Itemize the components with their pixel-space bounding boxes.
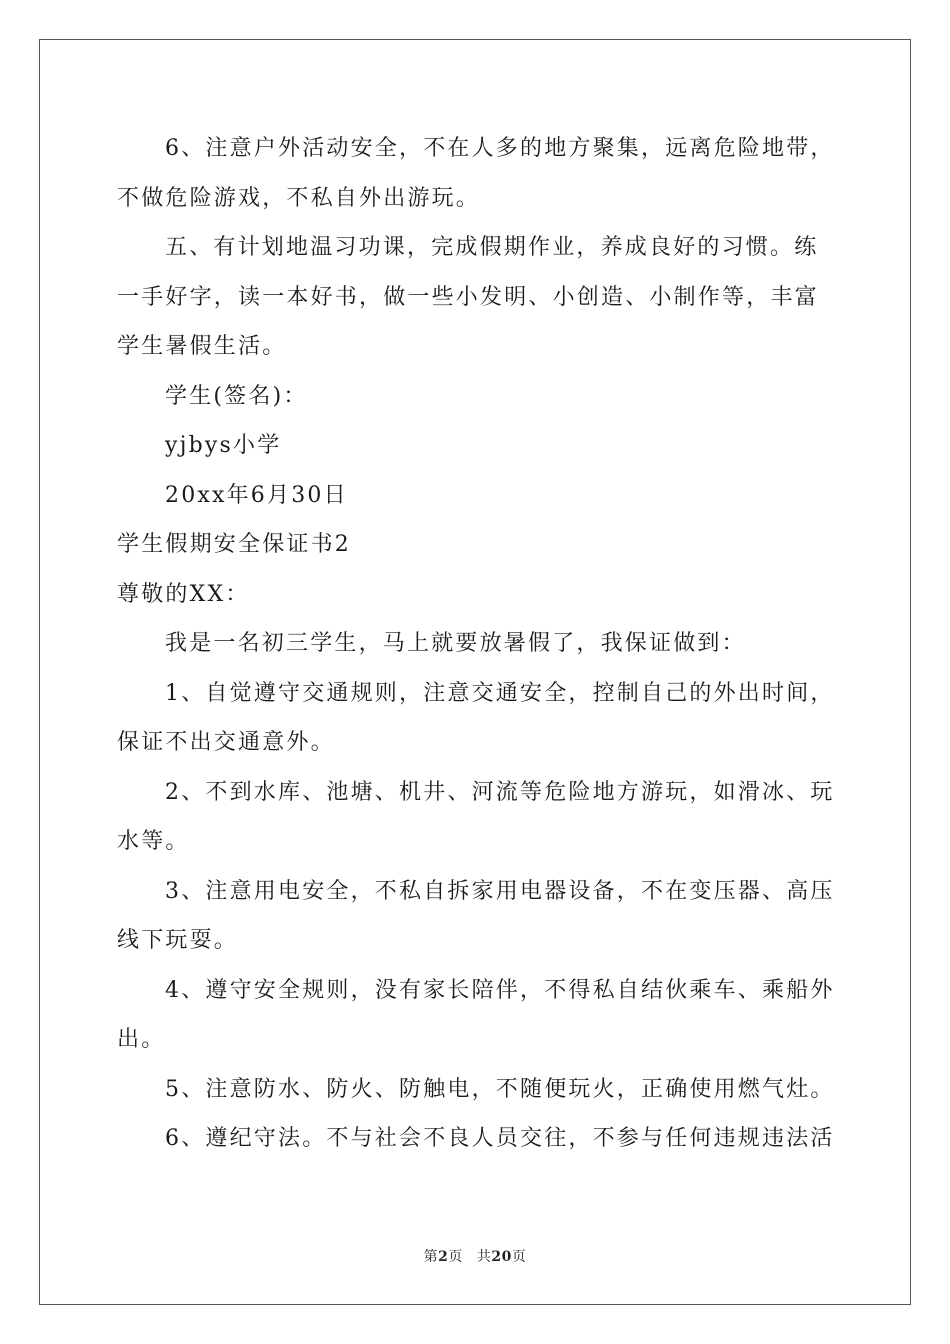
document-date: 20xx年6月30日 (165, 482, 348, 508)
school-name: yjbys小学 (165, 433, 282, 458)
page-total: 20 (491, 1249, 512, 1265)
page-unit: 页 (448, 1249, 463, 1265)
total-prefix: 共 (476, 1249, 492, 1265)
page-footer (0, 1246, 950, 1266)
paragraph-item-6: 6、遵纪守法。不与社会不良人员交往，不参与任何违规违法活 (165, 1126, 835, 1151)
student-signature-line: 学生(签名)： (165, 383, 308, 409)
section-title: 学生假期安全保证书2 (117, 532, 351, 557)
paragraph-item-5: 5、注意防水、防火、防触电，不随便玩火，正确使用燃气灶。 (165, 1076, 835, 1102)
page-prefix: 第 (423, 1249, 439, 1265)
document-body (117, 124, 837, 1164)
paragraph-study-plan: 五、有计划地温习功课，完成假期作业，养成良好的习惯。练一手好字，读一本好书，做一些小发明、小创造、小制作等，丰富学生暑假生活。 (117, 235, 819, 359)
paragraph-item-3: 3、注意用电安全，不私自拆家用电器设备，不在变压器、高压线下玩耍。 (117, 878, 835, 953)
total-unit: 页 (511, 1249, 527, 1265)
page-current: 2 (438, 1249, 449, 1265)
paragraph-outdoor-safety: 6、注意户外活动安全，不在人多的地方聚集，远离危险地带，不做危险游戏，不私自外出游玩。 (117, 136, 835, 211)
paragraph-item-4: 4、遵守安全规则，没有家长陪伴，不得私自结伙乘车、乘船外出。 (117, 977, 835, 1052)
paragraph-item-2: 2、不到水库、池塘、机井、河流等危险地方游玩，如滑冰、玩水等。 (117, 779, 835, 854)
salutation: 尊敬的XX： (117, 581, 250, 607)
paragraph-intro: 我是一名初三学生，马上就要放暑假了，我保证做到： (165, 631, 746, 656)
paragraph-item-1: 1、自觉遵守交通规则，注意交通安全，控制自己的外出时间，保证不出交通意外。 (117, 680, 835, 755)
